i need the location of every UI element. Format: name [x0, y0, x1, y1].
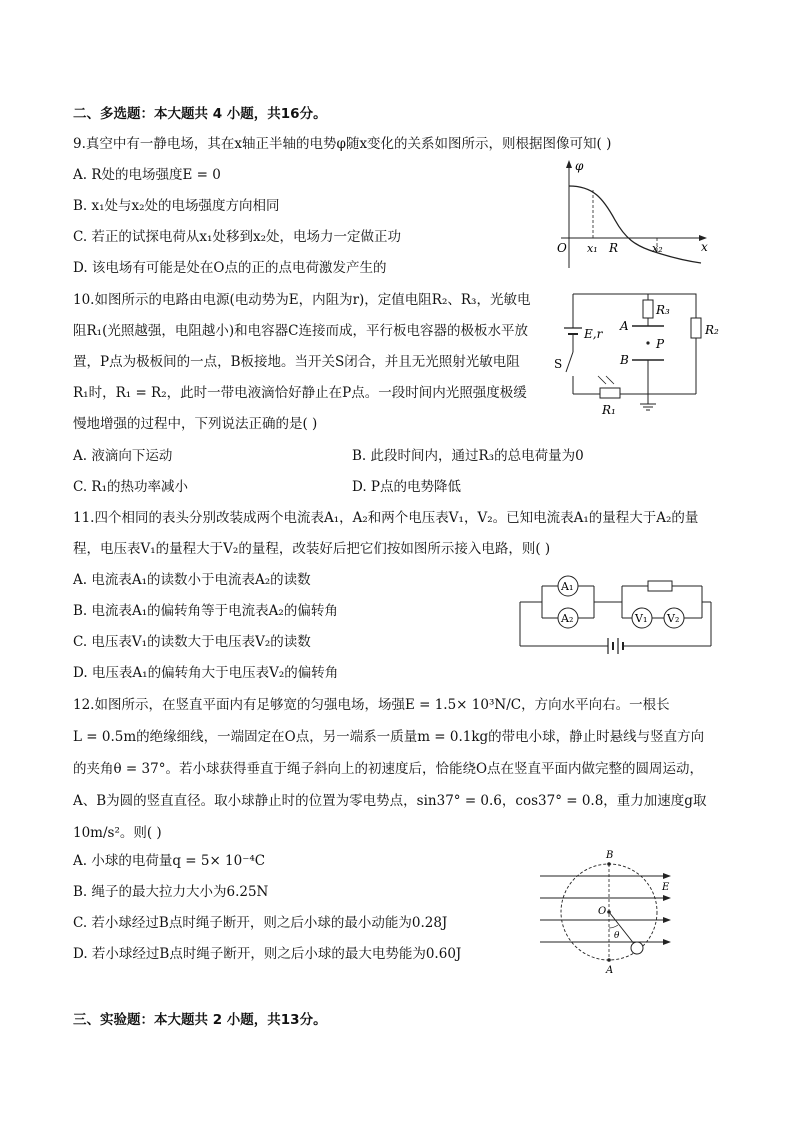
q11-v2-label: V₂ — [667, 612, 680, 625]
q12-stem-line-3: 的夹角θ = 37°。若小球获得垂直于绳子斜向上的初速度后，恰能绕O点在竖直平面内做完整的圆周运动， — [73, 761, 704, 777]
q10-option-a: A. 液滴向下运动 — [73, 448, 173, 464]
q9-option-b: B. x₁处与x₂处的电场强度方向相同 — [73, 198, 280, 214]
q11-a1-label: A₁ — [561, 580, 574, 593]
q12-option-d: D. 若小球经过B点时绳子断开，则之后小球的最大电势能为0.60J — [73, 946, 462, 962]
q10-option-c: C. R₁的热功率减小 — [73, 479, 189, 495]
q10-stem-line-1: 10.如图所示的电路由电源(电动势为E，内阻为r)，定值电阻R₂、R₃，光敏电 — [73, 292, 531, 308]
q12-option-c: C. 若小球经过B点时绳子断开，则之后小球的最小动能为0.28J — [73, 915, 448, 931]
q11-option-b: B. 电流表A₁的偏转角等于电流表A₂的偏转角 — [73, 603, 338, 619]
q10-stem-line-5: 慢地增强的过程中，下列说法正确的是( ) — [73, 416, 318, 432]
q10-r3-label: R₃ — [656, 303, 670, 317]
q9-option-c: C. 若正的试探电荷从x₁处移到x₂处，电场力一定做正功 — [73, 229, 401, 245]
q12-field-e-label: E — [662, 882, 670, 893]
q12-point-o-label: O — [598, 906, 607, 917]
q10-switch-label: S — [554, 357, 563, 371]
q10-circuit-diagram — [548, 288, 728, 420]
section-title-multiple-choice: 二、多选题：本大题共 4 小题，共16分。 — [73, 106, 327, 122]
q12-stem-line-5: 10m/s²。则( ) — [73, 825, 162, 841]
q9-option-d: D. 该电场有可能是处在O点的正的点电荷激发产生的 — [73, 260, 387, 276]
q9-origin-label: O — [557, 241, 567, 255]
q10-stem-line-4: R₁时，R₁ = R₂，此时一带电液滴恰好静止在P点。一段时间内光照强度极缓 — [73, 385, 527, 401]
q10-point-p-label: P — [656, 337, 665, 351]
q12-point-b-label: B — [606, 850, 614, 861]
q11-meter-circuit — [518, 572, 713, 656]
q9-x-axis-label: x — [701, 240, 708, 254]
q12-option-b: B. 绳子的最大拉力大小为6.25N — [73, 884, 269, 900]
q10-r1-label: R₁ — [602, 403, 616, 417]
q11-stem-line-1: 11.四个相同的表头分别改装成两个电流表A₁，A₂和两个电压表V₁，V₂。已知电流表A₁的量程大于A₂的量 — [73, 510, 699, 526]
q11-option-a: A. 电流表A₁的读数小于电流表A₂的读数 — [73, 572, 311, 588]
q9-potential-graph — [555, 158, 715, 270]
q9-stem: 9.真空中有一静电场，其在x轴正半轴的电势φ随x变化的关系如图所示，则根据图像可知( ) — [73, 136, 612, 152]
q12-circular-motion-figure — [536, 846, 686, 976]
q11-option-c: C. 电压表V₁的读数大于电压表V₂的读数 — [73, 634, 311, 650]
q10-plate-b-label: B — [620, 353, 629, 367]
q9-phi-label: φ — [575, 159, 584, 173]
q12-theta-label: θ — [614, 931, 620, 941]
section-title-experiment: 三、实验题：本大题共 2 小题，共13分。 — [73, 1012, 327, 1028]
q11-v1-label: V₁ — [635, 612, 648, 625]
q10-stem-line-2: 阻R₁(光照越强，电阻越小)和电容器C连接而成，平行板电容器的极板水平放 — [73, 323, 528, 339]
q11-stem-line-2: 程，电压表V₁的量程大于V₂的量程，改装好后把它们按如图所示接入电路，则( ) — [73, 541, 551, 557]
q12-stem-line-2: L = 0.5m的绝缘细线，一端固定在O点，另一端系一质量m = 0.1kg的带电小球，静止时悬线与竖直方向 — [73, 729, 705, 745]
q10-source-label: E,r — [584, 327, 603, 341]
q12-option-a: A. 小球的电荷量q = 5× 10⁻⁴C — [73, 853, 266, 869]
q10-plate-a-label: A — [620, 319, 629, 333]
q10-stem-line-3: 置，P点为极板间的一点，B板接地。当开关S闭合，并且无光照射光敏电阻 — [73, 354, 520, 370]
q10-r2-label: R₂ — [705, 323, 719, 337]
q9-x2-label: x₂ — [652, 242, 663, 255]
q10-option-d: D. P点的电势降低 — [352, 479, 462, 495]
q11-a2-label: A₂ — [561, 612, 574, 625]
q9-r-label: R — [609, 241, 619, 255]
q12-point-a-label: A — [606, 965, 614, 976]
q11-option-d: D. 电压表A₁的偏转角大于电压表V₂的偏转角 — [73, 665, 339, 681]
q9-option-a: A. R处的电场强度E = 0 — [73, 167, 221, 183]
q9-x1-label: x₁ — [587, 242, 598, 255]
q12-stem-line-1: 12.如图所示，在竖直平面内有足够宽的匀强电场，场强E = 1.5× 10³N/C，方向水平向右。一根长 — [73, 697, 670, 713]
q10-option-b: B. 此段时间内，通过R₃的总电荷量为0 — [352, 448, 584, 464]
q12-stem-line-4: A、B为圆的竖直直径。取小球静止时的位置为零电势点，sin37° = 0.6，cos37° = 0.8，重力加速度g取 — [73, 793, 707, 809]
